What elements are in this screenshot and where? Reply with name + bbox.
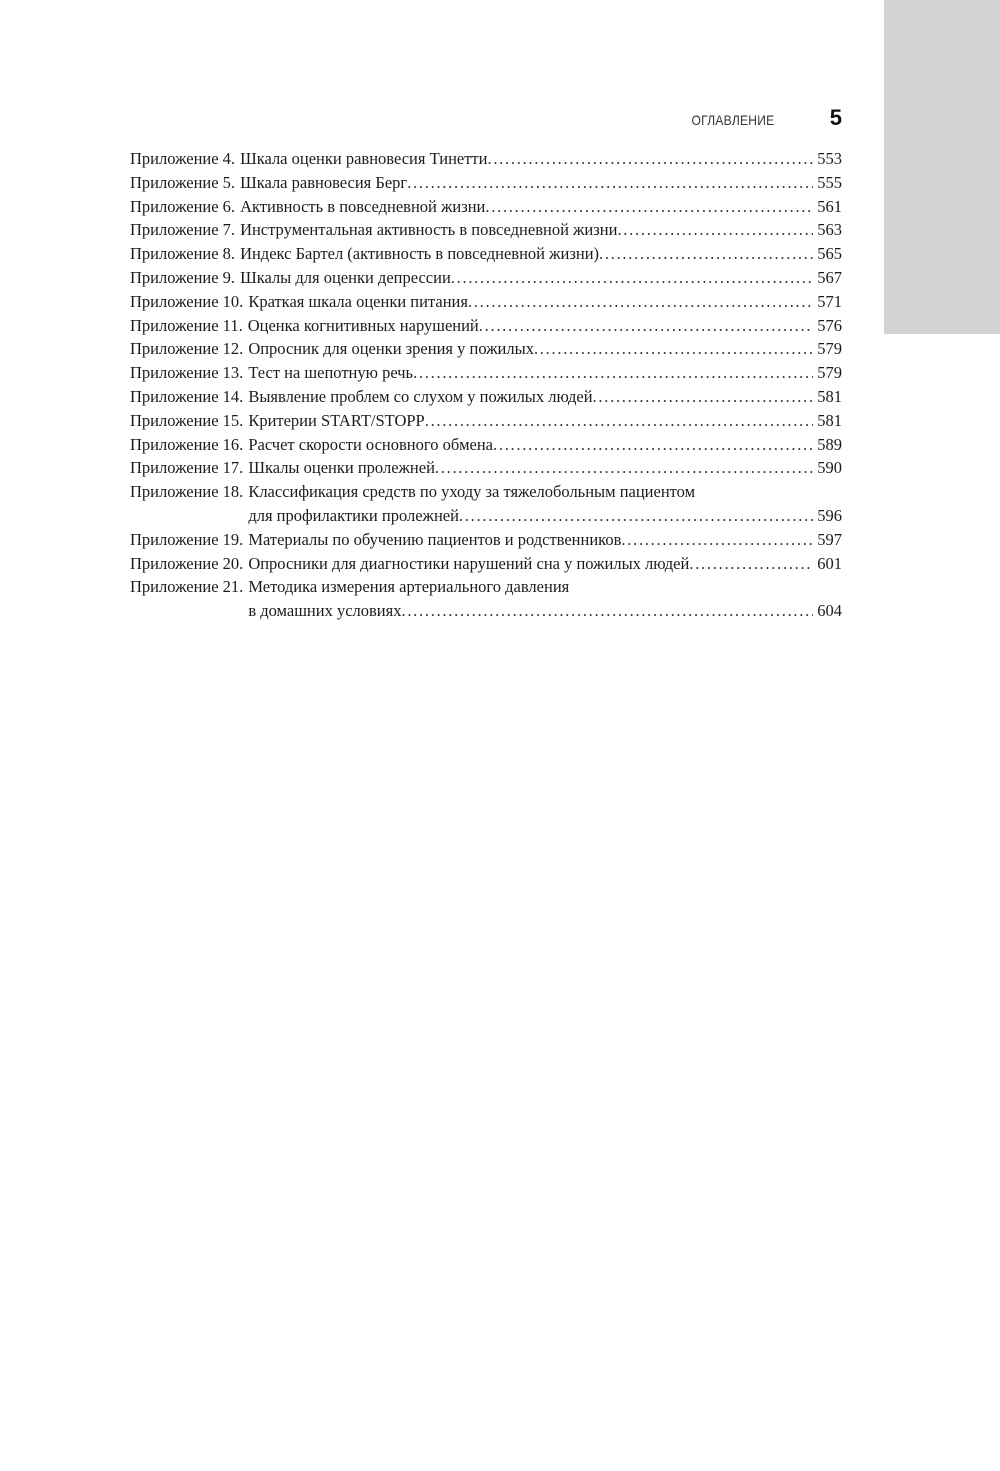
toc-entry	[130, 575, 842, 623]
toc-entry-page: 567	[817, 267, 842, 287]
toc-entry-page: 555	[817, 172, 842, 192]
toc-entry-prefix: Приложение 16.	[130, 434, 244, 454]
toc-leader-dots	[401, 599, 813, 623]
toc-entry	[130, 195, 842, 219]
toc-entry-title: Шкалы для оценки депрессии	[240, 267, 451, 287]
toc-entry-prefix: Приложение 7.	[130, 220, 236, 240]
toc-entry	[130, 361, 842, 385]
toc-entry-title: Тест на шепотную речь	[248, 363, 414, 383]
toc-entry-prefix: Приложение 11.	[130, 315, 243, 335]
toc-entry-title-line1: Классификация средств по уходу за тяжелобольным пациентом	[248, 482, 696, 502]
page-number: 5	[829, 105, 842, 130]
toc-entry-title: Критерии START/STOPP	[248, 410, 425, 430]
toc-leader-dots	[485, 195, 813, 219]
toc-leader-dots	[689, 552, 813, 576]
toc-entry	[130, 147, 842, 171]
toc-entry-title: Индекс Бартел (активность в повседневной жизни)	[240, 244, 600, 264]
toc-leader-dots	[407, 171, 813, 195]
running-header	[130, 105, 842, 135]
toc-entry-title: Шкала оценки равновесия Тинетти	[240, 149, 488, 168]
toc-entry-page: 563	[817, 220, 842, 240]
toc-leader-dots	[413, 361, 813, 385]
toc-entry	[130, 218, 842, 242]
toc-entry	[130, 385, 842, 409]
toc-entry-page: 581	[817, 386, 842, 406]
toc-entry-page: 579	[817, 363, 842, 383]
toc-entry	[130, 480, 842, 528]
toc-entry-prefix: Приложение 14.	[130, 386, 244, 406]
toc-entry	[130, 290, 842, 314]
toc-entry-page: 571	[817, 291, 842, 311]
toc-entry	[130, 171, 842, 195]
toc-entry-page: 601	[817, 553, 842, 573]
toc-leader-dots	[451, 266, 813, 290]
toc-entry-prefix: Приложение 13.	[130, 363, 244, 383]
table-of-contents	[130, 147, 842, 623]
section-title: ОГЛАВЛЕНИЕ	[691, 112, 774, 128]
toc-leader-dots	[493, 433, 813, 457]
toc-leader-dots	[617, 218, 813, 242]
toc-entry-title: Шкалы оценки пролежней	[248, 458, 435, 478]
toc-entry	[130, 266, 842, 290]
toc-leader-dots	[425, 409, 814, 433]
toc-entry-prefix: Приложение 21.	[130, 577, 244, 597]
toc-entry	[130, 433, 842, 457]
toc-leader-dots	[479, 314, 813, 338]
toc-leader-dots	[459, 504, 813, 528]
toc-entry-prefix: Приложение 4.	[130, 149, 236, 168]
toc-entry	[130, 242, 842, 266]
toc-entry	[130, 409, 842, 433]
toc-leader-dots	[599, 242, 813, 266]
toc-entry-page: 579	[817, 339, 842, 359]
toc-entry-page: 581	[817, 410, 842, 430]
toc-entry-prefix: Приложение 20.	[130, 553, 244, 573]
toc-entry-page: 596	[817, 505, 842, 525]
toc-entry-prefix: Приложение 17.	[130, 458, 244, 478]
toc-entry-prefix: Приложение 15.	[130, 410, 244, 430]
toc-entry-title: Краткая шкала оценки питания	[248, 291, 468, 311]
toc-entry-prefix: Приложение 12.	[130, 339, 244, 359]
toc-entry-prefix: Приложение 9.	[130, 267, 236, 287]
toc-leader-dots	[435, 456, 813, 480]
toc-entry	[130, 337, 842, 361]
toc-leader-dots	[468, 290, 813, 314]
toc-entry-title: Шкала равновесия Берг	[240, 172, 408, 192]
side-thumb-tab	[884, 0, 1000, 334]
toc-entry-title: для профилактики пролежней	[248, 505, 459, 525]
toc-entry-page: 576	[817, 315, 842, 335]
toc-entry-title: в домашних условиях	[248, 601, 402, 621]
toc-entry-page: 565	[817, 244, 842, 264]
toc-entry	[130, 552, 842, 576]
toc-entry-title: Расчет скорости основного обмена	[248, 434, 493, 454]
toc-entry-prefix: Приложение 18.	[130, 482, 244, 502]
toc-entry-title: Инструментальная активность в повседневной жизни	[240, 220, 618, 240]
toc-entry-title-line1: Методика измерения артериального давления	[248, 577, 570, 597]
toc-entry-prefix: Приложение 19.	[130, 529, 244, 549]
toc-entry-page: 561	[817, 196, 842, 216]
toc-leader-dots	[534, 337, 813, 361]
toc-entry	[130, 456, 842, 480]
toc-leader-dots	[487, 147, 813, 171]
toc-entry-title: Выявление проблем со слухом у пожилых людей	[248, 386, 593, 406]
toc-entry-title: Материалы по обучению пациентов и родственников	[248, 529, 622, 549]
toc-entry-title: Активность в повседневной жизни	[240, 196, 486, 216]
toc-entry-title: Опросник для оценки зрения у пожилых	[248, 339, 534, 359]
toc-leader-dots	[593, 385, 814, 409]
toc-leader-dots	[621, 528, 813, 552]
toc-entry	[130, 314, 842, 338]
toc-entry	[130, 528, 842, 552]
toc-entry-prefix: Приложение 8.	[130, 244, 236, 264]
toc-entry-title: Оценка когнитивных нарушений	[247, 315, 479, 335]
toc-entry-prefix: Приложение 5.	[130, 172, 236, 192]
toc-entry-page: 597	[817, 529, 842, 549]
toc-entry-prefix: Приложение 6.	[130, 196, 236, 216]
toc-entry-page: 589	[817, 434, 842, 454]
toc-entry-page: 553	[817, 149, 842, 168]
toc-entry-title: Опросники для диагностики нарушений сна у пожилых людей	[248, 553, 690, 573]
toc-entry-page: 604	[817, 601, 842, 621]
toc-entry-page: 590	[817, 458, 842, 478]
toc-entry-prefix: Приложение 10.	[130, 291, 244, 311]
